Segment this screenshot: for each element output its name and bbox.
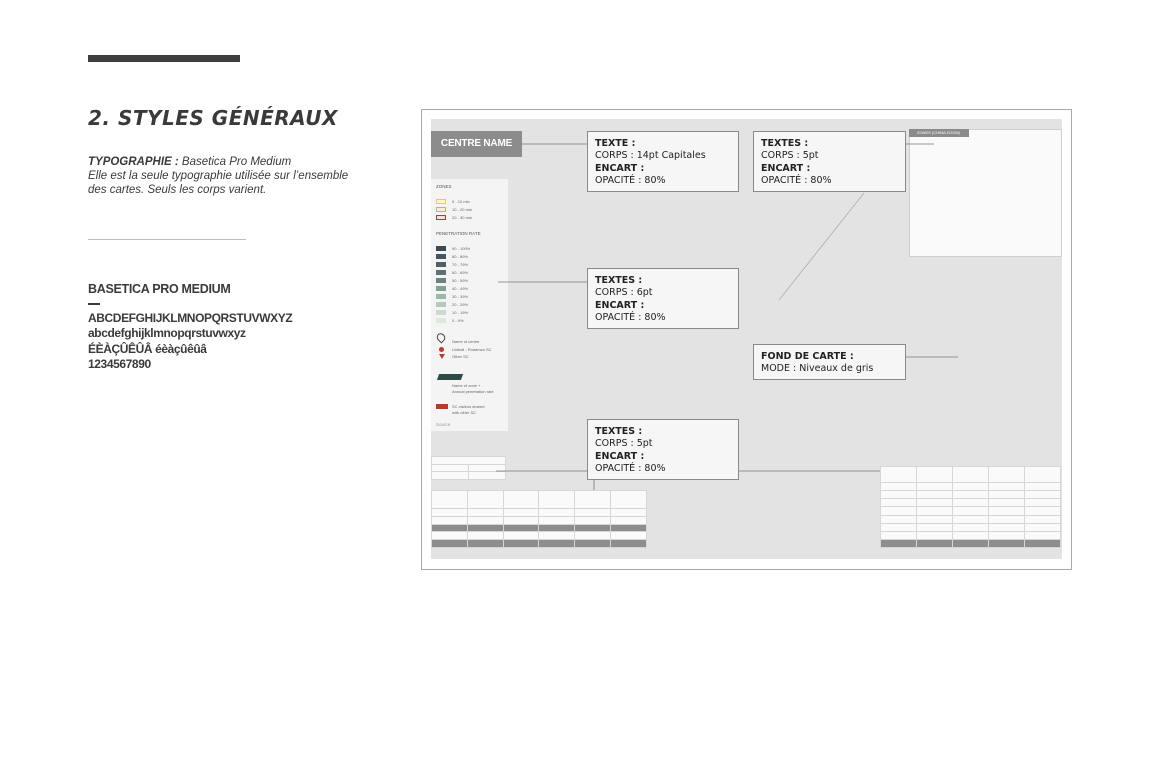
legend-rate-label: 0 - 9% [452,318,464,323]
table-row [881,467,1061,483]
legend-zones-title: ZONES [436,184,452,189]
legend-rate-label: 90 - 100% [452,246,471,251]
table-row [432,509,647,517]
zone-rate-tag-icon [437,374,463,380]
legend-zone-swatch [436,215,446,220]
specimen-uppercase: ABCDEFGHIJKLMNOPQRSTUVWXYZ [88,310,293,325]
legend-rate-swatch [436,318,446,323]
legend-rate-label: 80 - 89% [452,254,469,259]
typography-label: TYPOGRAPHIE : [88,156,179,168]
callout-title: TEXTES : [595,275,643,286]
legend-rate-swatch [436,254,446,259]
legend-rate-swatch [436,310,446,315]
callout-title: TEXTES : [595,426,643,437]
table-row [432,532,647,540]
callout-centre-name [587,131,739,192]
zoom-panel [909,129,1062,257]
other-sc-triangle-icon [439,354,445,359]
small-info-table [431,456,506,480]
table-row [881,539,1061,547]
table-row [432,516,647,524]
legend-rate-label: 60 - 69% [452,270,469,275]
specimen-dash [88,303,100,305]
centre-name-box: CENTRE NAME [431,131,522,157]
specimen-digits: 1234567890 [88,357,151,371]
legend-zone-label: 20 - 30 min [452,215,473,220]
legend-rate-swatch [436,262,446,267]
sc-shared-tag-icon [436,404,448,409]
callout-body: CORPS : 14pt Capitales [595,150,706,162]
legend-zone-swatch [436,207,446,212]
callout-body: CORPS : 5pt [595,438,653,450]
legend-rate-label: 40 - 49% [452,286,469,291]
callout-body: CORPS : 5pt [761,150,819,162]
callout-title: ENCART : [595,299,645,311]
legend-sc-shared-line-1: SC visitors shared [452,404,485,409]
legend-rate-title: PENETRATION RATE [436,231,481,236]
callout-title: ENCART : [595,450,645,462]
table-row [881,483,1061,491]
legend-rate-swatch [436,246,446,251]
legend-zone-swatch [436,199,446,204]
callout-map-background [753,344,906,380]
table-row [432,464,506,472]
callout-body: OPACITÉ : 80% [761,175,832,187]
zones-table [431,490,647,548]
legend-rate-label: 50 - 59% [452,278,469,283]
font-specimen [88,282,292,373]
divider [88,239,246,240]
specimen-lowercase: abcdefghijklmnopqrstuvwxyz [88,326,246,340]
legend-zone-label: 10 - 20 min [452,207,473,212]
legend-rate-label: 30 - 39% [452,294,469,299]
table-row [432,457,506,465]
table-row [881,499,1061,507]
table-row [432,540,647,548]
legend-rate-label: 20 - 29% [452,302,469,307]
legend-rate-swatch [436,286,446,291]
legend-rate-label: 10 - 19% [452,310,469,315]
callout-zoom-text [753,131,906,192]
callout-legend-text [587,268,739,329]
callout-title: ENCART : [761,162,811,174]
specimen-accents: ÉÈÀÇÛÊÛÂ éèàçûêûâ [88,341,207,356]
legend-rate-swatch [436,294,446,299]
callout-body: OPACITÉ : 80% [595,175,666,187]
callout-body: OPACITÉ : 80% [595,312,666,324]
callout-title: TEXTES : [761,138,809,149]
typography-line-2: des cartes. Seuls les corps varient. [88,184,267,196]
legend-rate-label: 70 - 79% [452,262,469,267]
legend-symbol-label: Other SC [452,354,469,359]
legend-rate-swatch [436,302,446,307]
typography-font: Basetica Pro Medium [178,156,292,168]
sub-zones-table [880,466,1061,548]
legend-zone-label: 0 - 10 min [452,199,470,204]
table-row [881,531,1061,539]
legend-rate-swatch [436,278,446,283]
callout-body: MODE : Niveaux de gris [761,363,874,375]
callout-title: FOND DE CARTE : [761,351,854,362]
legend-zone-rate-line-1: Name of zone + [452,383,481,388]
callout-table-text [587,419,739,480]
zoom-label: ZONES (CHINA ZOOM) [909,129,969,137]
typography-description [88,155,368,197]
unibail-dot-icon [439,347,444,352]
legend-symbol-label: Name of centre [452,339,480,344]
legend-rate-swatch [436,270,446,275]
table-row [432,472,506,480]
top-accent-bar [88,55,240,62]
section-title: 2. STYLES GÉNÉRAUX [88,106,338,130]
callout-title: ENCART : [595,162,645,174]
legend-sc-shared-line-2: with other SC [452,410,477,415]
table-row [881,491,1061,499]
specimen-font-name: BASETICA PRO MEDIUM [88,282,231,296]
callout-body: OPACITÉ : 80% [595,463,666,475]
callout-title: TEXTE : [595,138,636,149]
table-row [881,523,1061,531]
callout-body: CORPS : 6pt [595,287,653,299]
table-row [432,491,647,509]
legend-symbol-label: Unibail - Rodamco SC [452,347,492,352]
table-row [881,507,1061,515]
legend-source: Source [436,422,451,427]
table-row [881,515,1061,523]
legend-zone-rate-line-2: Annual penetration rate [452,389,494,394]
table-row [432,524,647,532]
centre-pin-icon [435,331,447,343]
typography-line-1: Elle est la seule typographie utilisée sur l’ensemble [88,170,349,182]
map-legend [431,179,508,431]
